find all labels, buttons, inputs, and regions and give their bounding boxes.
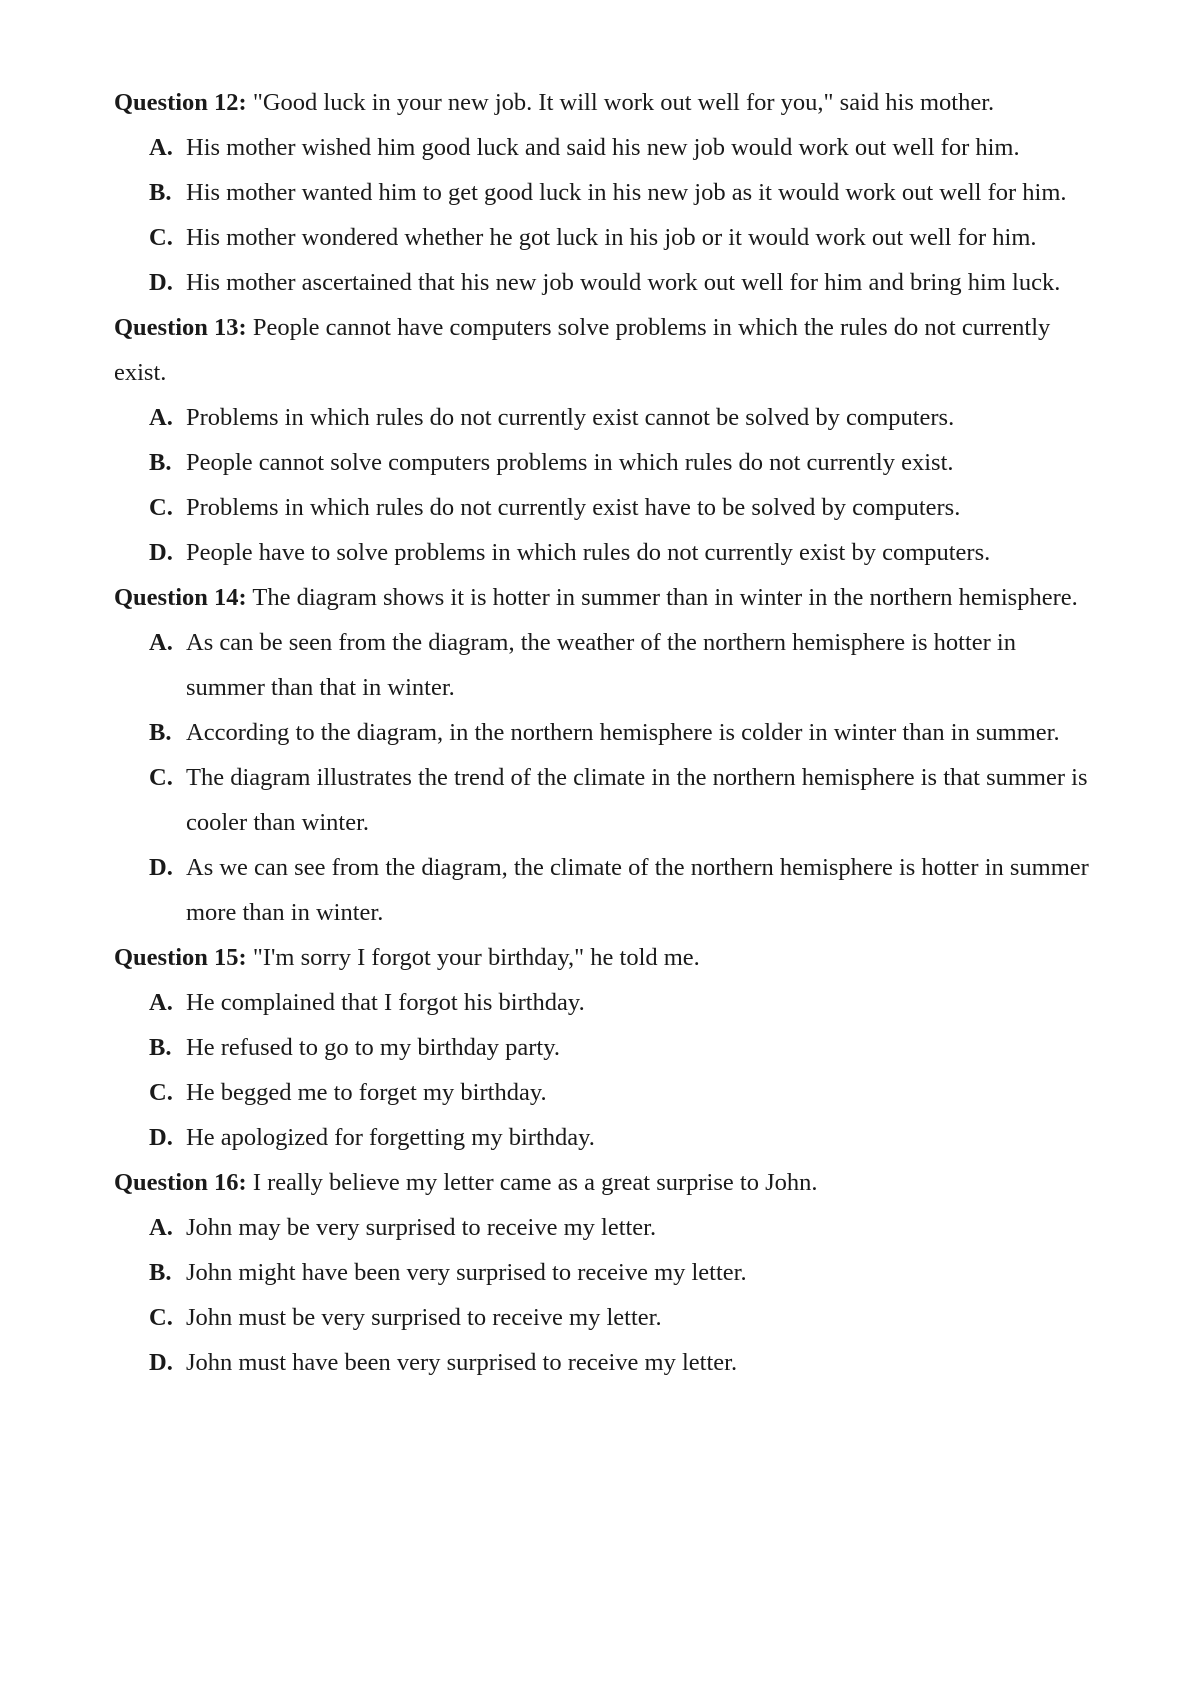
question-text: "Good luck in your new job. It will work out well for you," said his mother. bbox=[252, 89, 995, 116]
document-page bbox=[114, 80, 1094, 1385]
option-text: The diagram illustrates the trend of the climate in the northern hemisphere is that summer is cooler than winter. bbox=[186, 764, 1088, 836]
option-text: Problems in which rules do not currently exist cannot be solved by computers. bbox=[186, 404, 955, 431]
question-text: People cannot have computers solve problems in which the rules do not currently exist. bbox=[114, 314, 1051, 386]
option-text: John might have been very surprised to receive my letter. bbox=[186, 1259, 747, 1286]
option-c[interactable] bbox=[114, 755, 1094, 845]
option-text: According to the diagram, in the northern hemisphere is colder in winter than in summer. bbox=[186, 719, 1060, 746]
option-letter: D. bbox=[149, 1349, 173, 1376]
option-c[interactable] bbox=[114, 215, 1094, 260]
option-text: He apologized for forgetting my birthday. bbox=[186, 1124, 595, 1151]
option-letter: C. bbox=[149, 1079, 173, 1106]
option-list bbox=[114, 980, 1094, 1160]
option-text: He begged me to forget my birthday. bbox=[186, 1079, 547, 1106]
question-16 bbox=[114, 1160, 1094, 1385]
question-13 bbox=[114, 305, 1094, 575]
option-letter: C. bbox=[149, 764, 173, 791]
option-c[interactable] bbox=[114, 1070, 1094, 1115]
option-text: He complained that I forgot his birthday. bbox=[186, 989, 585, 1016]
question-stem bbox=[114, 305, 1094, 395]
option-a[interactable] bbox=[114, 1205, 1094, 1250]
option-text: His mother wanted him to get good luck in his new job as it would work out well for him. bbox=[186, 179, 1067, 206]
option-a[interactable] bbox=[114, 980, 1094, 1025]
option-letter: A. bbox=[149, 404, 173, 431]
option-letter: C. bbox=[149, 494, 173, 521]
question-label: Question 12: bbox=[114, 89, 247, 116]
option-letter: D. bbox=[149, 854, 173, 881]
option-text: People have to solve problems in which rules do not currently exist by computers. bbox=[186, 539, 991, 566]
option-text: His mother wished him good luck and said his new job would work out well for him. bbox=[186, 134, 1020, 161]
question-label: Question 13: bbox=[114, 314, 247, 341]
question-stem bbox=[114, 1160, 1094, 1205]
option-text: John may be very surprised to receive my letter. bbox=[186, 1214, 657, 1241]
option-letter: C. bbox=[149, 224, 173, 251]
option-letter: B. bbox=[149, 1034, 172, 1061]
question-text: "I'm sorry I forgot your birthday," he told me. bbox=[252, 944, 700, 971]
option-letter: D. bbox=[149, 269, 173, 296]
option-text: People cannot solve computers problems in which rules do not currently exist. bbox=[186, 449, 954, 476]
option-list bbox=[114, 395, 1094, 575]
question-12 bbox=[114, 80, 1094, 305]
option-letter: D. bbox=[149, 539, 173, 566]
option-d[interactable] bbox=[114, 1340, 1094, 1385]
option-b[interactable] bbox=[114, 1250, 1094, 1295]
option-text: His mother ascertained that his new job would work out well for him and bring him luck. bbox=[186, 269, 1061, 296]
option-b[interactable] bbox=[114, 1025, 1094, 1070]
question-15 bbox=[114, 935, 1094, 1160]
option-letter: B. bbox=[149, 179, 172, 206]
option-list bbox=[114, 1205, 1094, 1385]
question-text: The diagram shows it is hotter in summer than in winter in the northern hemisphere. bbox=[252, 584, 1078, 611]
option-c[interactable] bbox=[114, 1295, 1094, 1340]
option-text: John must have been very surprised to receive my letter. bbox=[186, 1349, 738, 1376]
option-list bbox=[114, 125, 1094, 305]
option-text: As can be seen from the diagram, the weather of the northern hemisphere is hotter in summer than that in winter. bbox=[186, 629, 1016, 701]
option-text: Problems in which rules do not currently exist have to be solved by computers. bbox=[186, 494, 961, 521]
option-text: He refused to go to my birthday party. bbox=[186, 1034, 560, 1061]
option-letter: A. bbox=[149, 1214, 173, 1241]
question-label: Question 14: bbox=[114, 584, 247, 611]
option-d[interactable] bbox=[114, 845, 1094, 935]
option-b[interactable] bbox=[114, 710, 1094, 755]
option-letter: B. bbox=[149, 449, 172, 476]
option-letter: A. bbox=[149, 989, 173, 1016]
option-letter: A. bbox=[149, 134, 173, 161]
option-b[interactable] bbox=[114, 440, 1094, 485]
question-label: Question 15: bbox=[114, 944, 247, 971]
option-a[interactable] bbox=[114, 620, 1094, 710]
option-d[interactable] bbox=[114, 260, 1094, 305]
question-stem bbox=[114, 575, 1094, 620]
option-d[interactable] bbox=[114, 1115, 1094, 1160]
option-text: John must be very surprised to receive my letter. bbox=[186, 1304, 662, 1331]
question-label: Question 16: bbox=[114, 1169, 247, 1196]
option-text: His mother wondered whether he got luck in his job or it would work out well for him. bbox=[186, 224, 1037, 251]
option-d[interactable] bbox=[114, 530, 1094, 575]
option-letter: D. bbox=[149, 1124, 173, 1151]
option-letter: B. bbox=[149, 719, 172, 746]
option-text: As we can see from the diagram, the climate of the northern hemisphere is hotter in summer more than in winter. bbox=[186, 854, 1089, 926]
option-a[interactable] bbox=[114, 395, 1094, 440]
question-14 bbox=[114, 575, 1094, 935]
option-letter: B. bbox=[149, 1259, 172, 1286]
question-text: I really believe my letter came as a great surprise to John. bbox=[252, 1169, 818, 1196]
option-b[interactable] bbox=[114, 170, 1094, 215]
option-c[interactable] bbox=[114, 485, 1094, 530]
option-a[interactable] bbox=[114, 125, 1094, 170]
question-stem bbox=[114, 935, 1094, 980]
option-letter: A. bbox=[149, 629, 173, 656]
question-stem bbox=[114, 80, 1094, 125]
option-letter: C. bbox=[149, 1304, 173, 1331]
option-list bbox=[114, 620, 1094, 935]
